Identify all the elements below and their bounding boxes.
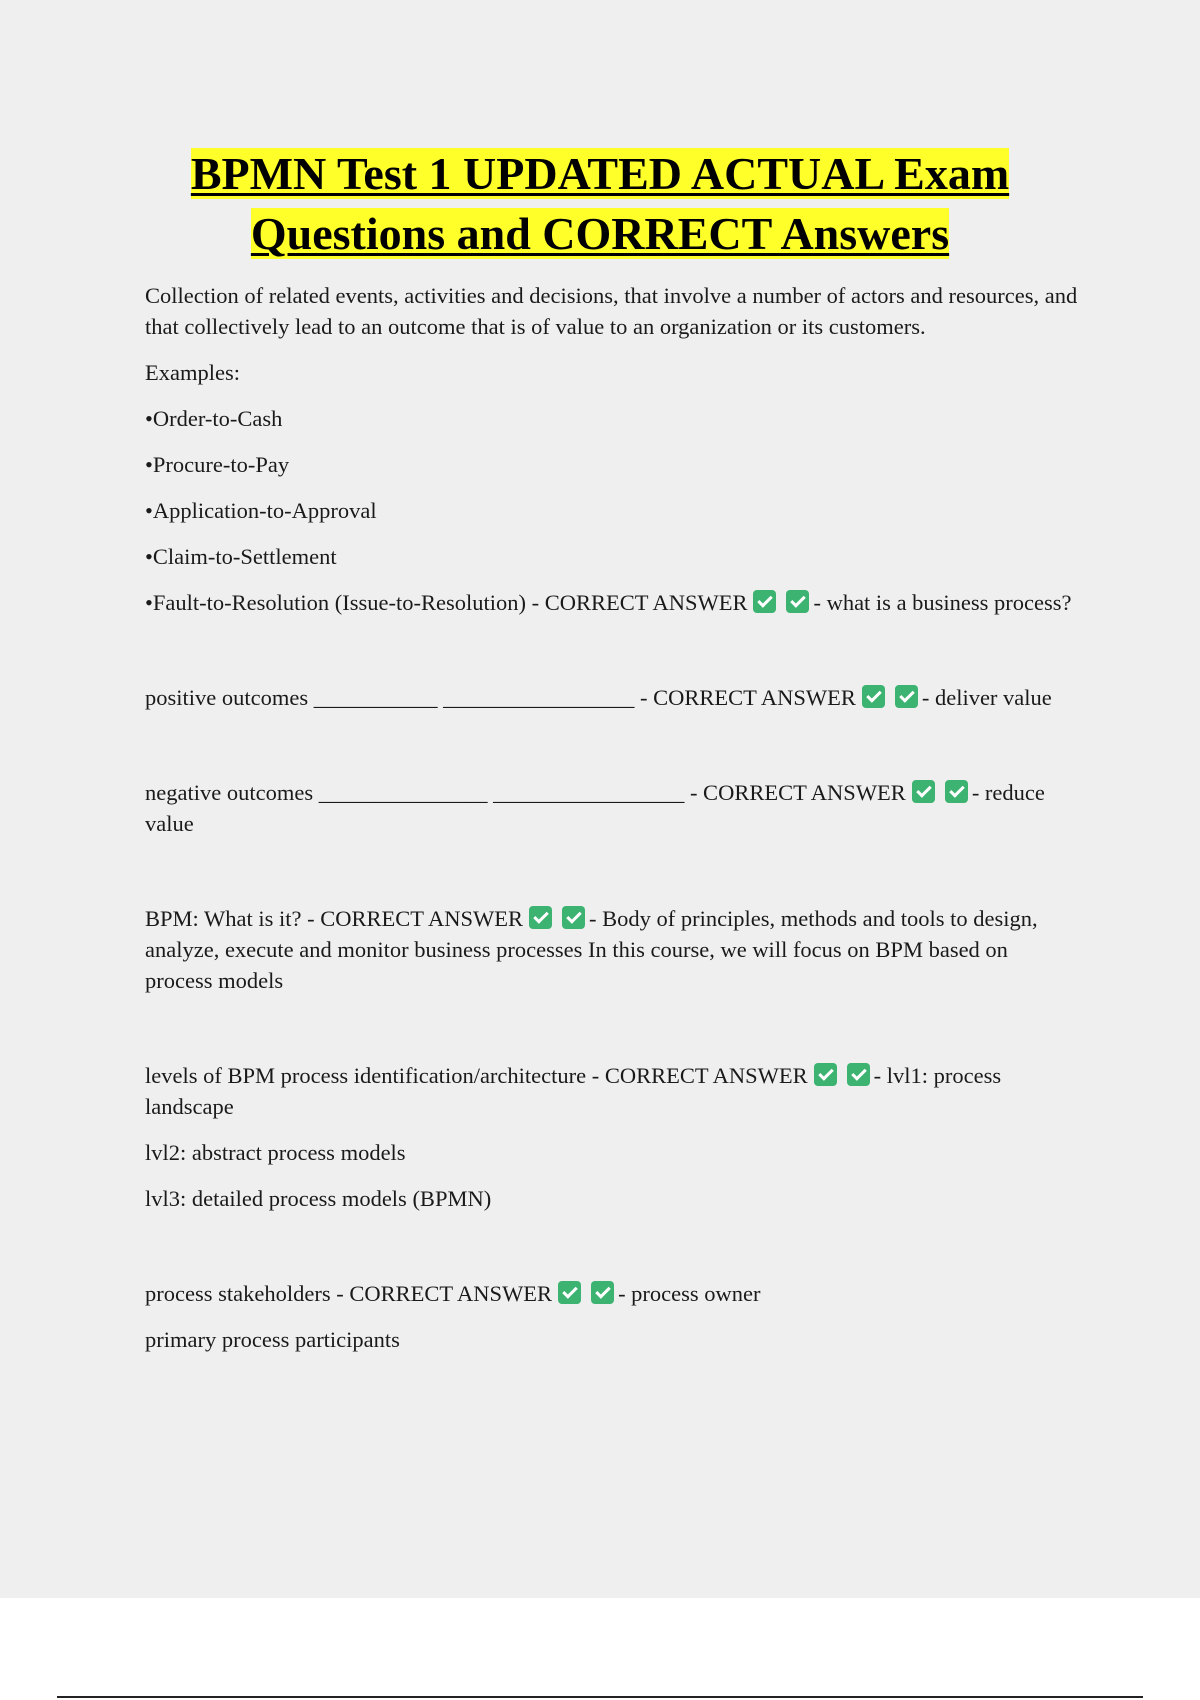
check-mark-icon (558, 1281, 581, 1304)
title-line-1: BPMN Test 1 UPDATED ACTUAL Exam (190, 148, 1010, 199)
check-mark-icon (786, 590, 809, 613)
document-body (145, 280, 1080, 1355)
answer-text: - reduce value (145, 780, 1045, 836)
check-mark-icon (895, 685, 918, 708)
examples-label: Examples: (145, 360, 240, 385)
question-text: BPM: What is it? - CORRECT ANSWER (145, 906, 523, 931)
example-item: •Order-to-Cash (145, 406, 283, 431)
question-text: positive outcomes ___________ _________________ - CORRECT ANSWER (145, 685, 856, 710)
check-mark-icon (912, 780, 935, 803)
answer-continuation: lvl3: detailed process models (BPMN) (145, 1186, 492, 1211)
check-mark-icon (562, 906, 585, 929)
answer-text: - Body of principles, methods and tools to design, analyze, execute and monitor business processes In this course, we will focus on BPM based on process models (145, 906, 1038, 993)
question-text: process stakeholders - CORRECT ANSWER (145, 1281, 553, 1306)
intro-paragraph: Collection of related events, activities and decisions, that involve a number of actors and resources, and that collectively lead to an outcome that is of value to an organization or its customers. (145, 283, 1078, 339)
question-text: negative outcomes _______________ _________________ - CORRECT ANSWER (145, 780, 906, 805)
answer-text: - deliver value (921, 685, 1052, 710)
qa-item-5 (145, 1060, 1080, 1122)
answer-continuation: lvl2: abstract process models (145, 1140, 406, 1165)
check-mark-icon (945, 780, 968, 803)
qa-item-1 (145, 587, 1080, 618)
example-item: •Procure-to-Pay (145, 452, 290, 477)
qa-item-6 (145, 1278, 1080, 1309)
qa-item-4 (145, 903, 1080, 996)
qa-item-2 (145, 682, 1080, 713)
check-mark-icon (591, 1281, 614, 1304)
example-item: •Claim-to-Settlement (145, 544, 337, 569)
question-text: levels of BPM process identification/architecture - CORRECT ANSWER (145, 1063, 808, 1088)
question-text: •Fault-to-Resolution (Issue-to-Resolution) - CORRECT ANSWER (145, 590, 748, 615)
answer-text: - what is a business process? (813, 590, 1072, 615)
footer-divider (57, 1696, 1143, 1698)
qa-item-3 (145, 777, 1080, 839)
check-mark-icon (862, 685, 885, 708)
check-mark-icon (753, 590, 776, 613)
check-mark-icon (814, 1063, 837, 1086)
document-title (0, 144, 1200, 264)
answer-text: - lvl1: process landscape (145, 1063, 1002, 1119)
title-line-2: Questions and CORRECT Answers (250, 208, 950, 259)
check-mark-icon (847, 1063, 870, 1086)
answer-text: - process owner (618, 1281, 761, 1306)
check-mark-icon (529, 906, 552, 929)
answer-continuation: primary process participants (145, 1327, 400, 1352)
example-item: •Application-to-Approval (145, 498, 377, 523)
